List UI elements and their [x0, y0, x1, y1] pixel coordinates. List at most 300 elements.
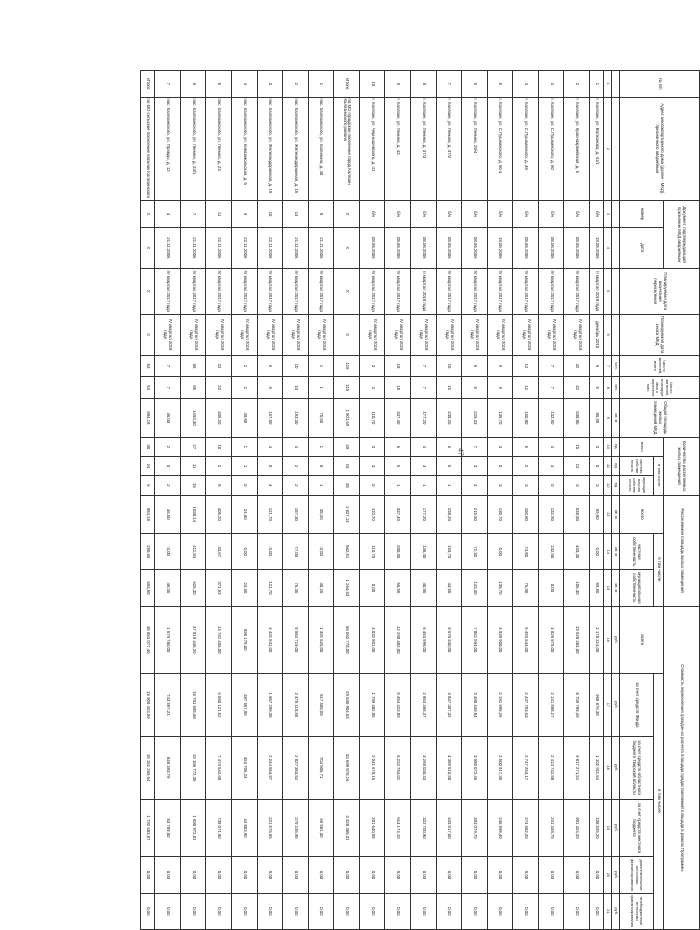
column-number-cell: 1 — [604, 71, 612, 98]
header-cost-local: за счет средств местного бюджета — [620, 799, 654, 857]
table-cell: 0,00 — [257, 893, 283, 929]
table-cell: 83 789,00 — [155, 799, 181, 857]
table-cell: 4 — [231, 71, 257, 98]
table-cell: 7 — [180, 201, 206, 228]
table-cell: 0 — [590, 456, 604, 475]
table-cell: 3 — [359, 377, 385, 399]
table-cell: 46,00 — [155, 399, 181, 438]
table-cell: 3 — [462, 456, 488, 475]
table-cell: 0,00 — [462, 893, 488, 929]
table-cell: 193,70 — [436, 534, 462, 570]
unit-cell: руб. — [612, 799, 620, 857]
table-cell: 46,00 — [155, 570, 181, 606]
table-cell: 433 517,00 — [436, 799, 462, 857]
table-cell: 86,90 — [590, 399, 604, 438]
table-cell: 0,00 — [487, 534, 513, 570]
table-cell: 16 781 695,68 — [180, 674, 206, 737]
table-cell: 0,00 — [206, 893, 232, 929]
column-number-cell: 3 — [604, 201, 612, 228]
table-cell: 1 789 482,85 — [359, 674, 385, 737]
table-cell: 35 — [334, 476, 360, 495]
table-cell: IV квартал 2017 года — [257, 268, 283, 314]
table-cell: 2 437 703,63 — [513, 674, 539, 737]
table-cell: 2 — [513, 456, 539, 475]
column-number-cell: 12 — [604, 476, 612, 495]
table-cell: 29 535 904,53 — [334, 674, 360, 737]
table-cell: г. Калязин, ул. С.Пушкинского, д. 50 — [538, 97, 564, 201]
table-cell: 3 — [538, 71, 564, 98]
table-cell: 22 — [206, 377, 232, 399]
table-cell: 1038,14 — [180, 495, 206, 534]
table-cell: 132,50 — [538, 399, 564, 438]
table-cell: 5 — [590, 355, 604, 377]
header-area-municipal: муниципальная собственность — [620, 570, 654, 606]
table-cell: 0,00 — [385, 857, 411, 893]
header-cost: Стоимость переселения граждан из расчета площади предоставляемой площади в рамках Программы — [664, 606, 700, 929]
table-cell: 1 — [308, 377, 334, 399]
table-cell: 0 — [308, 456, 334, 475]
table-cell: 4 — [538, 456, 564, 475]
table-cell: X — [334, 314, 360, 355]
header-document: Документ, подтверждающий признание МКД аварийным — [664, 201, 700, 269]
table-cell: б/н — [462, 201, 488, 228]
table-cell: 12 290 482,00 — [385, 606, 411, 674]
table-cell: 72,30 — [462, 534, 488, 570]
table-cell: 177,20 — [410, 399, 436, 438]
rotated-table-wrapper — [140, 70, 700, 930]
table-cell: 15 — [436, 377, 462, 399]
table-cell: 65 — [180, 355, 206, 377]
unit-cell: руб. — [612, 606, 620, 674]
table-cell: 0,00 — [590, 893, 604, 929]
table-cell: 241 348,75 — [538, 799, 564, 857]
table-cell: 0,00 — [385, 893, 411, 929]
header-cost-fund: за счет средств Фонда — [620, 674, 654, 737]
table-cell: 626,30 — [180, 570, 206, 606]
table-cell: 0,00 — [155, 857, 181, 893]
unit-cell: руб. — [612, 857, 620, 893]
table-row — [564, 71, 590, 930]
table-cell: 143,30 — [462, 570, 488, 606]
table-cell: 538,80 — [564, 399, 590, 438]
table-cell: 1 102 911,54 — [590, 736, 604, 799]
table-cell: IV квартал 2017 года — [513, 268, 539, 314]
table-cell: 110,70 — [359, 534, 385, 570]
table-cell: 0,00 — [257, 857, 283, 893]
table-cell: 453 706,24 — [231, 736, 257, 799]
column-number-cell: 4 — [604, 227, 612, 268]
table-cell: 274 682,20 — [513, 799, 539, 857]
table-cell: 11 — [206, 201, 232, 228]
table-cell: 2 — [231, 377, 257, 399]
table-cell: IV квартал 2017 года — [436, 268, 462, 314]
table-cell: 46,00 — [155, 495, 181, 534]
table-cell: 5 — [513, 437, 539, 456]
column-number-cell: 5 — [604, 268, 612, 314]
unit-cell — [612, 268, 620, 314]
unit-cell — [612, 201, 620, 228]
table-cell: 0,00 — [487, 857, 513, 893]
header-doc-number: номер — [620, 201, 664, 228]
table-cell: IV квартал 2017 года — [283, 268, 309, 314]
column-number-cell: 16 — [604, 606, 612, 674]
table-cell: 15 — [257, 201, 283, 228]
unit-cell: ед. — [612, 437, 620, 456]
table-cell: б/н — [436, 201, 462, 228]
table-cell: 1 — [410, 476, 436, 495]
table-cell: 110,70 — [359, 495, 385, 534]
table-cell: 433,40 — [564, 534, 590, 570]
table-cell: 5 — [385, 456, 411, 475]
table-cell: пос. Калязинского, ул. Ленина, д. 23 — [206, 97, 232, 201]
table-cell: 4 939 908,00 — [487, 606, 513, 674]
header-rooms: Количество расселяемых жилых помещений — [664, 437, 700, 495]
unit-cell — [612, 97, 620, 201]
table-cell: 3 — [359, 437, 385, 456]
table-cell: 70,50 — [308, 399, 334, 438]
table-cell: 393 079,70 — [462, 799, 488, 857]
table-cell: II квартал 2018 года — [590, 268, 604, 314]
table-row — [410, 71, 436, 930]
table-cell: 22.11.2006 — [257, 227, 283, 268]
table-cell: IV квартал 2018 года — [308, 314, 334, 355]
table-cell: IV квартал 2018 года — [206, 314, 232, 355]
table-cell: 2 — [155, 476, 181, 495]
table-cell: г. Калязин, ул. Вагжанова, д. 31/1 — [590, 97, 604, 201]
table-cell: X — [141, 201, 155, 228]
table-cell: 0,00 — [538, 570, 564, 606]
table-cell: 2 — [564, 71, 590, 98]
table-cell: 1 — [385, 476, 411, 495]
table-cell: 4 — [283, 437, 309, 456]
table-cell: IV квартал 2017 года — [487, 268, 513, 314]
table-cell: б/н — [487, 201, 513, 228]
table-cell: 984,18 — [141, 495, 155, 534]
table-cell: 0,00 — [141, 857, 155, 893]
table-cell: 0,00 — [308, 857, 334, 893]
table-cell: 3 — [513, 476, 539, 495]
table-cell: 0,00 — [590, 534, 604, 570]
table-cell: 56,50 — [385, 570, 411, 606]
table-cell: 3 — [590, 476, 604, 495]
table-cell: 5 — [462, 355, 488, 377]
table-cell: 2 041 678,16 — [359, 736, 385, 799]
table-row — [436, 71, 462, 930]
header-plan-demolish: Планируемая дата сноса МКД — [620, 314, 700, 355]
table-cell: 0,00 — [155, 893, 181, 929]
table-cell: 33,67 — [206, 534, 232, 570]
table-cell: пос. Калязинского, ул. Железнодорожная, д. 19 — [257, 97, 283, 201]
table-cell: 2 244 654,87 — [257, 736, 283, 799]
header-cost-extra: внебюджетные источники финансирования — [620, 893, 654, 929]
table-cell: 4 — [257, 437, 283, 456]
table-cell: 290,60 — [141, 534, 155, 570]
table-row — [155, 71, 181, 930]
table-cell: 10 — [283, 377, 309, 399]
table-cell: 5 493 644,00 — [513, 606, 539, 674]
table-cell: 16 — [180, 476, 206, 495]
table-row — [487, 71, 513, 930]
table-cell: 108 525,20 — [590, 799, 604, 857]
table-cell: г. Калязин, ул. Красноармейская, д. 5 — [564, 97, 590, 201]
unit-cell — [612, 314, 620, 355]
header-cost-incl: в том числе: — [654, 674, 664, 930]
table-cell: IV квартал 2018 года — [513, 314, 539, 355]
table-cell: 371,53 — [206, 570, 232, 606]
table-cell: 0,00 — [334, 893, 360, 929]
table-cell: 1 — [308, 71, 334, 98]
table-cell: 177,20 — [410, 495, 436, 534]
table-cell: 4 389 515,68 — [436, 736, 462, 799]
table-cell: 38,20 — [308, 570, 334, 606]
table-cell: 24,60 — [231, 570, 257, 606]
table-cell: 19 186 772,35 — [180, 736, 206, 799]
table-cell: 150,80 — [513, 495, 539, 534]
table-cell: 15 — [334, 456, 360, 475]
table-cell: 968 876,38 — [590, 674, 604, 737]
column-number-cell: 10 — [604, 437, 612, 456]
table-cell: 1 — [308, 355, 334, 377]
table-cell: 704 505,71 — [308, 736, 334, 799]
unit-cell: руб. — [612, 674, 620, 737]
table-cell: 4 — [155, 201, 181, 228]
table-cell: 0,00 — [334, 857, 360, 893]
table-cell: 1493,30 — [180, 399, 206, 438]
table-cell: 1 792 683,87 — [141, 799, 155, 857]
table-cell: 0,00 — [155, 534, 181, 570]
table-cell: IV квартал 2018 года — [564, 314, 590, 355]
table-cell: 76,00 — [513, 570, 539, 606]
table-cell: 21.11.2006 — [308, 227, 334, 268]
table-cell: 0,00 — [231, 893, 257, 929]
table-cell: 1 827,14 — [334, 495, 360, 534]
table-cell: IV квартал 2018 года — [436, 314, 462, 355]
table-cell: 14 761 436,00 — [206, 606, 232, 674]
table-cell: 0,00 — [513, 857, 539, 893]
table-cell: 0,00 — [231, 857, 257, 893]
table-row — [283, 71, 309, 930]
table-cell: 0,00 — [564, 893, 590, 929]
table-cell: 12 — [564, 456, 590, 475]
table-row — [257, 71, 283, 930]
table-cell: б/н — [359, 201, 385, 228]
table-cell: по МО городское поселение город Калязин Калязинского района — [334, 97, 360, 201]
column-number-cell: 15 — [604, 570, 612, 606]
column-number-cell: 21 — [604, 893, 612, 929]
table-cell: 59,80 — [590, 570, 604, 606]
table-cell: 38,20 — [308, 495, 334, 534]
table-cell: 8 709 789,49 — [564, 674, 590, 737]
table-cell: 3 — [564, 476, 590, 495]
table-cell: X — [141, 268, 155, 314]
column-number-cell: 19 — [604, 799, 612, 857]
table-cell: г. Калязин, ул. Ленина, д. 43 — [385, 97, 411, 201]
table-cell: 8 — [410, 71, 436, 98]
table-cell: 738 071,80 — [206, 799, 232, 857]
table-cell: 2 191 995,25 — [487, 674, 513, 737]
table-cell: 411,84 — [180, 534, 206, 570]
table-cell: 337,40 — [385, 399, 411, 438]
header-cost-all: всего — [620, 606, 664, 674]
table-cell: 4 — [257, 476, 283, 495]
table-cell: декабрь 2018 — [590, 314, 604, 355]
unit-cell: чел. — [612, 377, 620, 399]
table-cell: X — [334, 227, 360, 268]
table-cell: 76,30 — [283, 570, 309, 606]
table-cell: 08.06.2006 — [564, 227, 590, 268]
table-cell: II квартал 2018 года — [410, 268, 436, 314]
table-cell: 4 — [538, 437, 564, 456]
table-cell: 7 — [538, 355, 564, 377]
table-cell: 7 — [155, 71, 181, 98]
table-cell: 24,60 — [231, 495, 257, 534]
table-cell: б/н — [538, 201, 564, 228]
table-cell: 405,20 — [206, 399, 232, 438]
table-cell: 08.06.2006 — [410, 227, 436, 268]
table-cell: 135,70 — [487, 570, 513, 606]
unit-cell: кв. м — [612, 570, 620, 606]
table-cell: 14 — [283, 201, 309, 228]
table-cell: 21.11.2006 — [283, 227, 309, 268]
table-cell: 0,00 — [257, 534, 283, 570]
table-cell: 0 — [359, 476, 385, 495]
total-row — [334, 71, 360, 930]
table-cell: 40,80 — [410, 570, 436, 606]
table-cell: X — [141, 314, 155, 355]
unit-cell: кв. м — [612, 495, 620, 534]
table-cell: 3 — [257, 71, 283, 98]
table-cell: 0,00 — [283, 893, 309, 929]
table-row — [308, 71, 334, 930]
table-cell: 12 — [513, 377, 539, 399]
table-cell: 3 — [590, 437, 604, 456]
table-cell: г. Калязин, ул. Ленина, д. 37/2 — [436, 97, 462, 201]
table-cell: 77,00 — [283, 534, 309, 570]
table-cell: IV квартал 2017 года — [385, 268, 411, 314]
table-cell: X — [141, 227, 155, 268]
table-cell: 3 847 307,32 — [436, 674, 462, 737]
header-cost-regional: за счет средств областного бюджета Тверской области — [620, 736, 654, 799]
table-cell: 44,50 — [436, 570, 462, 606]
table-cell: 3 — [359, 355, 385, 377]
table-cell: 238,20 — [436, 399, 462, 438]
table-cell: 69 581,30 — [308, 799, 334, 857]
unit-cell: ед. — [612, 476, 620, 495]
table-cell: 74,80 — [513, 534, 539, 570]
table-cell: 0,00 — [513, 893, 539, 929]
table-cell: 0,00 — [141, 893, 155, 929]
column-number-cell: 14 — [604, 534, 612, 570]
table-cell: 22.11.2006 — [206, 227, 232, 268]
header-total-area: Общая площадь жилых помещений МКД — [620, 399, 700, 438]
header-no: № п/п — [620, 71, 700, 98]
table-cell: 2 413 742,58 — [538, 736, 564, 799]
relocation-table — [140, 70, 700, 930]
table-cell: 15 909 423,59 — [141, 674, 155, 737]
table-row — [462, 71, 488, 930]
table-cell: 27 — [180, 437, 206, 456]
table-cell: 0,00 — [180, 857, 206, 893]
table-cell: 2 478 118,55 — [283, 674, 309, 737]
table-cell: 0,00 — [410, 893, 436, 929]
unit-cell — [612, 227, 620, 268]
table-cell: 10 — [283, 355, 309, 377]
table-cell: 4 — [513, 71, 539, 98]
table-cell: 18 151 269,54 — [141, 736, 155, 799]
header-address: Адрес многоквартирного дома (далее - МКД), признанного аварийным — [620, 97, 700, 201]
page-number: 47 — [456, 448, 464, 456]
table-cell: 10 — [206, 437, 232, 456]
table-cell: 1 391 626,00 — [308, 606, 334, 674]
table-cell: 246 995,40 — [487, 799, 513, 857]
table-cell: 0,00 — [206, 857, 232, 893]
header-cost-additional: дополнительные источники финансирования — [620, 857, 654, 893]
table-cell: 221 576,55 — [257, 799, 283, 857]
table-cell: 6 550 121,52 — [206, 674, 232, 737]
table-cell: 0 — [257, 456, 283, 475]
table-cell: 0,00 — [359, 893, 385, 929]
table-cell: 215,50 — [462, 495, 488, 534]
table-cell: 562,51 — [334, 534, 360, 570]
table-cell: 6 — [385, 437, 411, 456]
table-cell: 8 — [308, 201, 334, 228]
table-cell: 538,80 — [564, 495, 590, 534]
table-cell: 3 980 072,46 — [462, 736, 488, 799]
column-number-cell: 11 — [604, 456, 612, 475]
table-cell: б/н — [513, 201, 539, 228]
table-cell: IV квартал 2017 года — [564, 268, 590, 314]
column-number-cell: 6 — [604, 314, 612, 355]
table-cell: 2 864 465,37 — [410, 674, 436, 737]
table-cell: 1 264,63 — [334, 570, 360, 606]
table-cell: IV квартал 2017 года — [206, 268, 232, 314]
table-cell: 280,90 — [385, 534, 411, 570]
units-row — [612, 71, 620, 930]
table-cell: 35 853 077,40 — [141, 606, 155, 674]
column-number-cell: 13 — [604, 495, 612, 534]
table-cell: 0,00 — [180, 893, 206, 929]
table-cell: 1 — [308, 437, 334, 456]
table-cell: 7 — [410, 355, 436, 377]
table-cell: 0,00 — [487, 893, 513, 929]
table-cell: IV квартал 2018 года — [538, 314, 564, 355]
header-area: Расселяемая площадь жилых помещений — [664, 495, 700, 606]
table-cell: 5 — [590, 377, 604, 399]
table-cell: Итого — [141, 71, 155, 98]
table-cell: 30 — [141, 437, 155, 456]
table-cell: X — [334, 201, 360, 228]
table-cell: 115 — [334, 377, 360, 399]
table-cell: 132,50 — [538, 534, 564, 570]
header-area-all: всего — [620, 495, 664, 534]
table-cell: 896 178,00 — [231, 606, 257, 674]
table-cell: 0,00 — [462, 857, 488, 893]
table-cell: 49,80 — [231, 399, 257, 438]
table-cell: б/н — [410, 201, 436, 228]
table-cell: 1 — [231, 437, 257, 456]
table-cell: 1 — [308, 476, 334, 495]
table-cell: IV квартал 2018 года — [283, 314, 309, 355]
unit-cell: кв. м — [612, 534, 620, 570]
table-cell: Итого — [334, 71, 360, 98]
header-rooms-incl: в том числе: — [654, 456, 664, 495]
table-cell: 9 — [385, 71, 411, 98]
table-cell: 5 454 423,89 — [385, 674, 411, 737]
table-cell: 5 — [436, 456, 462, 475]
table-cell: б/н — [564, 201, 590, 228]
table-cell: 22.11.2006 — [231, 227, 257, 268]
table-cell: 121,70 — [257, 570, 283, 606]
